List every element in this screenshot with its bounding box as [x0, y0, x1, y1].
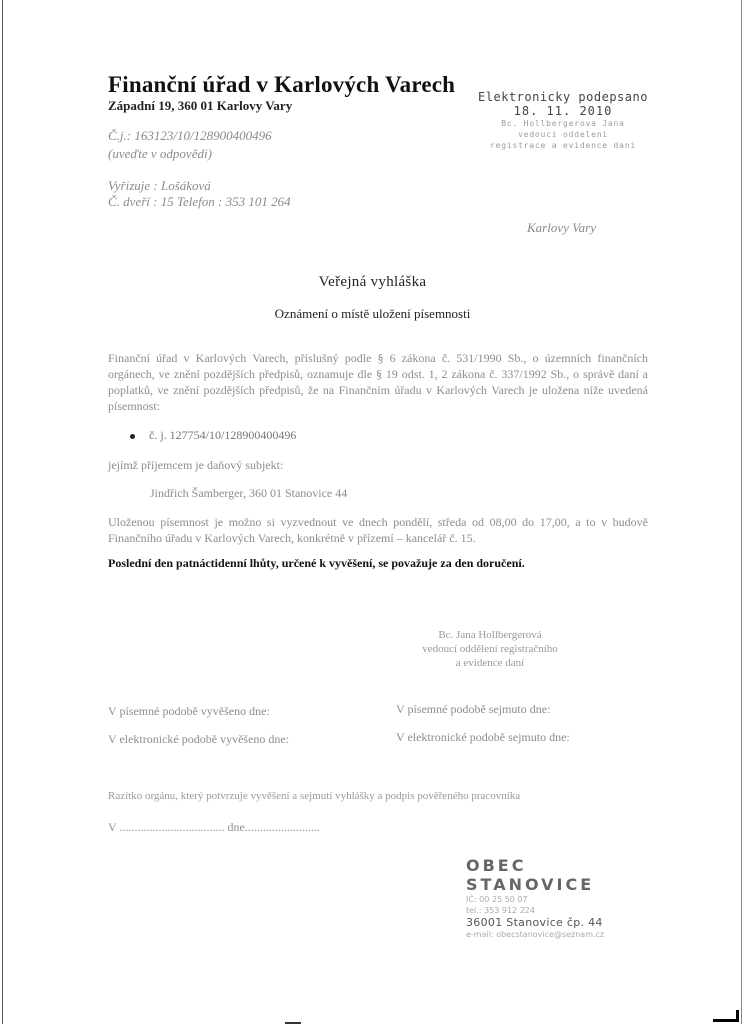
office-address: Západní 19, 360 01 Karlovy Vary	[108, 98, 293, 113]
scan-corner-mark	[713, 1019, 739, 1022]
handler-name: Vyřizuje : Lošáková	[108, 178, 211, 193]
document-heading: Veřejná vyhláška	[318, 274, 427, 290]
door-phone: Č. dveří : 15 Telefon : 353 101 264	[108, 194, 291, 209]
signatory-name: Bc. Jana Hollbergerová	[438, 629, 542, 641]
bullet-icon	[130, 434, 135, 439]
stamp-title: OBEC STANOVICE	[466, 856, 595, 894]
signatory-role: a evidence daní	[455, 657, 525, 669]
recipient-intro: jejímž příjemcem je daňový subjekt:	[108, 458, 284, 472]
bullet-item	[130, 428, 296, 443]
electronic-signature-block	[478, 90, 648, 151]
municipal-stamp	[466, 856, 636, 940]
stamp-phone: tel.: 353 912 224	[466, 906, 535, 915]
place-date-line: V ................................... dne.........................	[108, 820, 320, 834]
notice-paragraph: Finanční úřad v Karlových Varech, příslušný podle § 6 zákona č. 531/1990 Sb., o územních finančních orgánech, ve znění pozdějších předpisů, oznamuje dle § 19 odst. 1, 2 zákona č. 337/1992 Sb., o správě daní a poplatků, ve znění pozdějších předpisů, že na Finančním úřadu v Karlových Varech je uložena níže uvedená písemnost:	[108, 351, 648, 413]
stamp-instruction: Razítko orgánu, který potvrzuje vyvěšení a sejmutí vyhlášky a podpis pověřeného pracovníka	[108, 790, 521, 802]
stamp-email: e-mail: obecstanovice@seznam.cz	[466, 930, 605, 939]
esign-label: Elektronicky podepsano	[478, 90, 648, 104]
document-reference: č. j. 127754/10/128900400496	[149, 428, 297, 442]
posted-electronic-field: V elektronické podobě vyvěšeno dne:	[108, 732, 290, 746]
recipient: Jindřich Šamberger, 360 01 Stanovice 44	[150, 486, 348, 500]
reference-note: (uveďte v odpovědi)	[108, 146, 212, 161]
page-edge	[2, 0, 3, 1024]
stamp-id: IČ: 00 25 50 07	[466, 895, 528, 904]
esign-signer: Bc. Hollbergerova Jana	[501, 119, 625, 128]
removed-electronic-field: V elektronické podobě sejmuto dne:	[396, 730, 570, 744]
esign-date: 18. 11. 2010	[513, 104, 613, 118]
removed-paper-field: V písemné podobě sejmuto dne:	[396, 702, 551, 716]
delivery-note: Poslední den patnáctidenní lhůty, určené k vyvěšení, se považuje za den doručení.	[108, 556, 525, 570]
city-name: Karlovy Vary	[527, 220, 596, 235]
office-title: Finanční úřad v Karlových Varech	[108, 72, 456, 97]
esign-role: registrace a evidence dani	[489, 141, 637, 150]
document-subheading: Oznámení o místě uložení písemnosti	[274, 306, 471, 321]
esign-role: vedouci oddeleni	[518, 130, 608, 139]
signatory-role: vedoucí oddělení registračního	[422, 643, 558, 655]
posted-paper-field: V písemné podobě vyvěšeno dne:	[108, 704, 270, 718]
signatory-block	[380, 628, 600, 670]
pickup-paragraph: Uloženou písemnost je možno si vyzvednout ve dnech pondělí, středa od 08,00 do 17,00, a to v budově Finančního úřadu v Karlových Varech, konkrétně v přízemí – kancelář č. 15.	[108, 515, 648, 545]
stamp-address: 36001 Stanovice čp. 44	[466, 916, 603, 929]
page-edge	[741, 0, 742, 1024]
reference-number: Č.j.: 163123/10/128900400496	[108, 128, 272, 143]
